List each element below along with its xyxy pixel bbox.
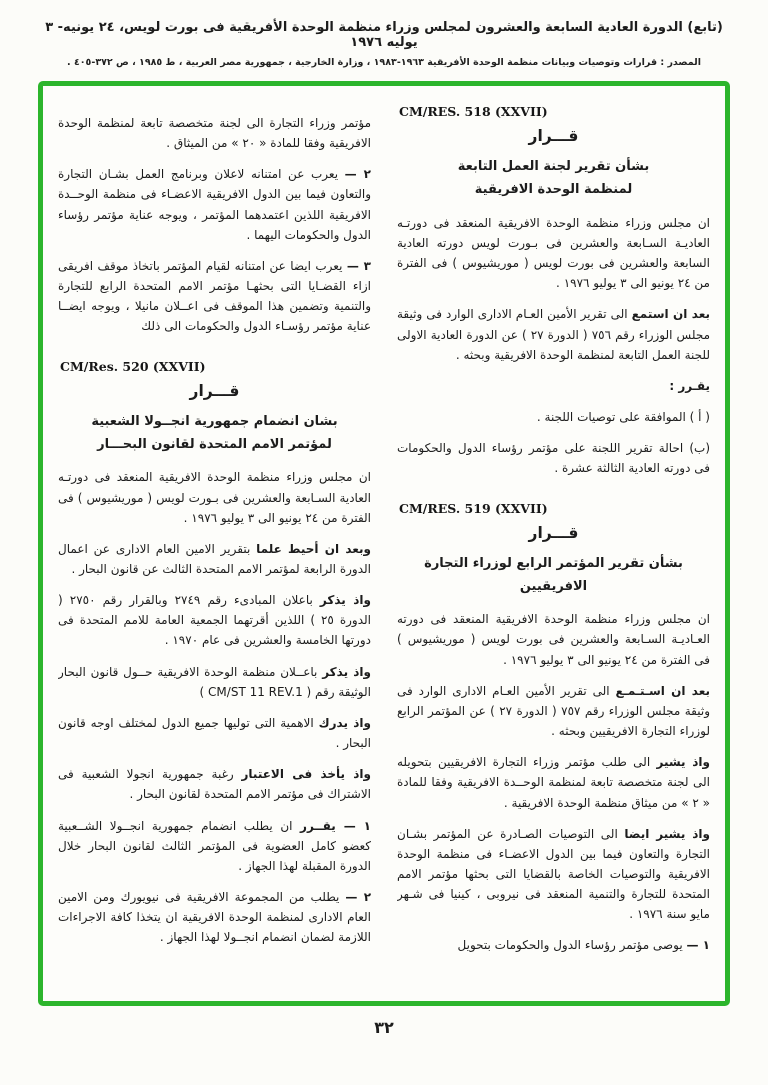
paragraph xyxy=(58,164,371,245)
paragraph xyxy=(58,816,371,876)
paragraph xyxy=(397,824,710,925)
paragraph-lead: واذ يذكر xyxy=(319,593,371,608)
resolution-code: CM/Res. 520 (XXVII) xyxy=(60,358,206,374)
resolution-heading: قـــرار xyxy=(189,381,240,400)
paragraph-text: يطلب من المجموعة الافريقية فى نيويورك ومن الامين العام الادارى لمنظمة الوحدة الافريقية ان يتخذا كافة الاجراءات اللازمة لضمان انضمام انجــولا لهذا الجهاز . xyxy=(58,890,371,945)
paragraph-lead: يقـرر : xyxy=(669,378,710,393)
paragraph xyxy=(397,376,710,396)
left-column xyxy=(58,102,371,993)
document-header xyxy=(0,0,768,68)
paragraph xyxy=(397,609,710,669)
resolution-subtitle: لمنظمة الوحدة الافريقية xyxy=(474,182,633,198)
paragraph-lead: واذ يدرك xyxy=(318,715,371,730)
paragraph xyxy=(58,256,371,337)
paragraph xyxy=(397,304,710,364)
paragraph xyxy=(58,539,371,579)
document-footer xyxy=(0,1018,768,1037)
paragraph xyxy=(58,764,371,804)
paragraph-text: الاهمية التى توليها جميع الدول لمختلف اوجه قانون البحار . xyxy=(58,715,371,751)
paragraph-lead: واذ يذكر xyxy=(322,664,371,679)
paragraph-lead: ٢ — xyxy=(345,890,371,904)
paragraph-text: ( أ ) الموافقة على توصيات اللجنة . xyxy=(536,410,710,425)
content-border-box xyxy=(38,81,730,1006)
paragraph-lead: بعد ان استمع xyxy=(631,307,710,322)
paragraph-lead: ٢ — xyxy=(344,167,371,182)
paragraph xyxy=(58,467,371,527)
resolution-code: CM/RES. 518 (XXVII) xyxy=(399,104,548,119)
paragraph-text: الى التوصيات الصـادرة عن المؤتمر بشـان التجارة والتعاون فيما بين الدول الاعضـاء فى منظمة الوحدة الافريقية والتوصيات الخاصة بالقضايا التى بحثها مؤتمر الامم المتحدة للتجارة والتنمية المنعقد فى نيروبى ، كينيا فى شـهر مايو سنة ١٩٧٦ . xyxy=(397,826,710,922)
paragraph-lead: ١ — يقــرر xyxy=(300,818,371,833)
paragraph xyxy=(58,662,371,702)
paragraph xyxy=(58,713,371,753)
paragraph-text: رغبة جمهورية انجولا الشعبية فى الاشتراك فى مؤتمر الامم المتحدة لقانون البحار . xyxy=(58,767,371,802)
paragraph-lead: واذ يأخذ فى الاعتبار xyxy=(241,767,371,782)
right-column xyxy=(397,102,710,993)
paragraph xyxy=(397,438,710,478)
paragraph-text: الى تقرير الأمين العـام الادارى الوارد فى وثيقة مجلس الوزراء رقم ٧٥٦ ( الدورة ٢٧ ) عن الدورة العادية الاولى للجنة العمل التابعة لمنظمة الوحدة الافريقية وبحثه . xyxy=(397,307,710,362)
paragraph-text: يعرب عن امتنانه لاعلان وبرنامج العمل بشـان التجارة والتعاون فيما بين الدول الافريقية الاعضـاء فى منظمة الوحــدة الافريقية اللذين اعتمدهما المؤتمر ، ويوجه عناية مؤتمر رؤساء الدول والحكومات اليهما . xyxy=(58,167,371,242)
resolution-subtitle: بشان انضمام جمهورية انجــولا الشعبية xyxy=(91,413,338,429)
paragraph-text: باعــلان منظمة الوحدة الافريقية حــول قانون البحار الوثيقة رقم ( CM/ST 11 REV.1 ) xyxy=(58,664,371,699)
paragraph xyxy=(397,935,710,955)
page-number: ٣٢ xyxy=(374,1018,394,1037)
paragraph xyxy=(397,681,710,741)
paragraph-text: ان مجلس وزراء منظمة الوحدة الافريقية المنعقد فى دورتـه العادية السـابعة والعشرين فى بـورت لويس ( موريشيوس ) فى الفترة من ٢٤ يونيو الى ٣ يوليو ١٩٧٦ . xyxy=(58,470,371,525)
paragraph xyxy=(58,113,371,153)
paragraph-text: ان يطلب انضمام جمهورية انجــولا الشــعبية كعضو كامل العضوية فى المؤتمر الثالث لقانون البحار خلال الدورة المقبلة لهذا الجهاز . xyxy=(58,818,371,873)
paragraph-lead: وبعد ان أحيط علما xyxy=(256,541,371,556)
paragraph-lead: واذ يشير xyxy=(656,755,710,770)
paragraph xyxy=(58,590,371,650)
paragraph xyxy=(397,752,710,812)
paragraph-lead: واذ يشير ايضا xyxy=(624,826,710,841)
paragraph-lead: ٣ — xyxy=(346,258,371,273)
paragraph xyxy=(58,887,371,947)
paragraph-text: يعرب ايضا عن امتنانه لقيام المؤتمر باتخاذ موقف افريقى ازاء القضـايا التى بحثهـا مؤتمر الامم المتحدة الرابع للتجارة والتنمية وتضمين هذا الموقف فى اعــلان مانيلا ، ويوجه ايضــا عناية مؤتمر رؤسـاء الدول والحكومات الى ذلك xyxy=(58,258,371,334)
paragraph-text: ان مجلس وزراء منظمة الوحدة الافريقية المنعقد فى دورتـه العاديـة السـابعة والعشرين فى بـورت لويس دورته العادية السابعة والعشرين فى بورت لويس ( موريشيوس ) فى الفترة من ٢٤ يونيو الى ٣ يوليو ١٩٧٦ . xyxy=(397,215,710,291)
resolution-heading: قـــرار xyxy=(528,127,579,145)
paragraph-lead: بعد ان اسـتـمـع xyxy=(615,683,710,698)
two-column-layout xyxy=(58,102,710,993)
paragraph-text: ان مجلس وزراء منظمة الوحدة الافريقية المنعقد فى دورته العـاديـة السـابعة والعشرين فى بورت لويس ( موريشيوس ) فى الفترة من ٢٤ يونيو الى ٣ يوليو ١٩٧٦ . xyxy=(397,612,710,667)
header-line-1: (تابع) الدورة العادية السابعة والعشرون لمجلس وزراء منظمة الوحدة الأفريقية فى بورت لويس، ٢٤ يونيه- ٣ يوليه ١٩٧٦ xyxy=(45,20,723,50)
paragraph-text: يوصى مؤتمر رؤساء الدول والحكومات بتحويل xyxy=(457,938,687,953)
paragraph-text: (ب) احالة تقرير اللجنة على مؤتمر رؤساء الدول والحكومات فى دورته العادية الثالثة عشرة . xyxy=(397,441,710,476)
paragraph-lead: ١ — xyxy=(686,938,710,953)
paragraph xyxy=(397,213,710,294)
paragraph-text: بتقرير الامين العام الادارى عن اعمال الدورة الرابعة لمؤتمر الامم المتحدة الثالث عن قانون البحار . xyxy=(58,541,371,576)
resolution-heading: قـــرار xyxy=(528,523,579,542)
resolution-code: CM/RES. 519 (XXVII) xyxy=(399,500,548,516)
paragraph-text: باعلان المبادىء رقم ٢٧٤٩ وبالقرار رقم ٢٧٥٠ ( الدورة ٢٥ ) اللذين أقرتهما الجمعية العامة للامم المتحدة فى دورتها الخامسة والعشرين فى عام ١٩٧٠ . xyxy=(58,593,371,648)
paragraph-text: الى طلب مؤتمر وزراء التجارة الافريقيين بتحويله الى لجنة متخصصة تابعة لمنظمة الوحــدة الافريقية وفقا للمادة « ٢ » من ميثاق منظمة الوحدة الافريقية . xyxy=(397,755,710,810)
paragraph-text: مؤتمر وزراء التجارة الى لجنة متخصصة تابعة لمنظمة الوحدة الافريقية وفقا للمادة « ٢٠ » من الميثاق . xyxy=(58,116,371,151)
resolution-subtitle: بشأن تقرير المؤتمر الرابع لوزراء التجارة الافريقيين xyxy=(424,555,683,594)
header-line-2: المصدر : قرارات وتوصيات وبيانات منظمة الوحدة الأفريقية ١٩٦٣-١٩٨٣ ، وزارة الخارجية ، جمهورية مصر العربية ، ط ١٩٨٥ ، ص ٣٧٢-٤٠٥ . xyxy=(67,57,701,68)
resolution-subtitle: بشأن تقرير لجنة العمل التابعة xyxy=(457,159,650,174)
resolution-subtitle: لمؤتمر الامم المتحدة لقانون البحـــار xyxy=(97,436,332,452)
paragraph xyxy=(397,407,710,427)
paragraph-text: الى تقرير الأمين العـام الادارى الوارد فى وثيقة مجلس الوزراء رقم ٧٥٧ ( الدورة ٢٧ ) عن المؤتمر الرابع لوزراء التجارة الافريقيين وبحثه . xyxy=(397,683,710,739)
